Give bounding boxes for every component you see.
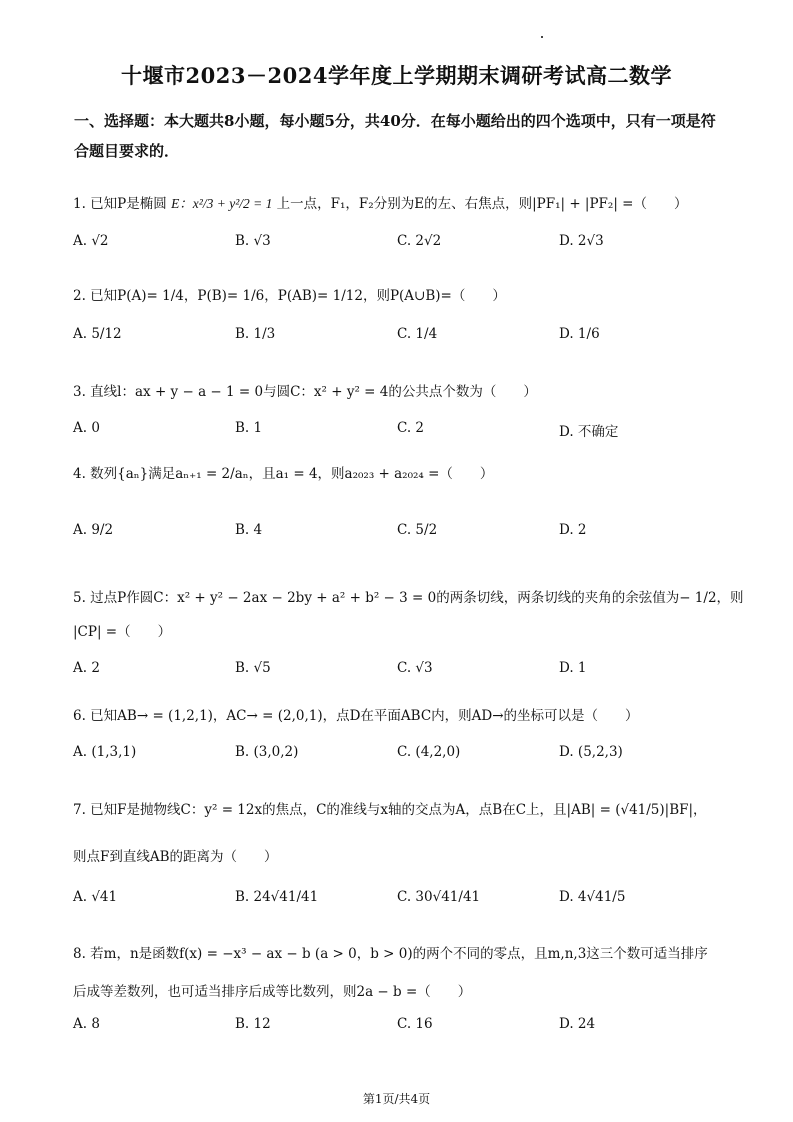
question-8-stem-line2: 后成等差数列，也可适当排序后成等比数列，则2a − b =（ ） — [73, 984, 472, 1000]
question-7-stem-line2: 则点F到直线AB的距离为（ ） — [73, 849, 278, 865]
option-a: A. 2 — [73, 660, 100, 676]
option-a: A. 0 — [73, 420, 100, 436]
option-d: D. 24 — [559, 1016, 596, 1032]
section-heading: 一、选择题：本大题共8小题，每小题5分，共40分．在每小题给出的四个选项中，只有一项是符合题目要求的． — [74, 112, 716, 160]
option-a: A. √2 — [73, 233, 109, 249]
question-4-stem: 4. 数列{aₙ}满足aₙ₊₁ = 2/aₙ，且a₁ = 4，则a₂₀₂₃ + a₂₀₂₄ =（ ） — [73, 466, 494, 482]
question-1-stem — [73, 192, 687, 212]
question-6-stem: 6. 已知AB→ = (1,2,1)，AC→ = (2,0,1)，点D在平面ABC内，则AD→的坐标可以是（ ） — [73, 708, 639, 724]
question-2-stem: 2. 已知P(A)= 1/4，P(B)= 1/6，P(AB)= 1/12，则P(A∪B)=（ ） — [73, 288, 506, 304]
option-b: B. √5 — [235, 660, 271, 676]
option-d: D. 4√41/5 — [559, 889, 626, 905]
option-a: A. 9/2 — [73, 522, 114, 538]
page-footer: 第1页/共4页 — [362, 1092, 431, 1106]
option-d: D. 2 — [559, 522, 587, 538]
option-d: D. 1/6 — [559, 326, 600, 342]
option-c: C. 1/4 — [397, 326, 438, 342]
option-b: B. 12 — [235, 1016, 271, 1032]
option-b: B. 24√41/41 — [235, 889, 319, 905]
option-b: B. 1/3 — [235, 326, 276, 342]
option-a: A. 5/12 — [73, 326, 122, 342]
option-b: B. √3 — [235, 233, 271, 249]
scan-speck — [541, 36, 543, 38]
option-c: C. 2√2 — [397, 233, 442, 249]
option-d: D. (5,2,3) — [559, 744, 623, 760]
option-b: B. 4 — [235, 522, 263, 538]
option-c: C. 5/2 — [397, 522, 438, 538]
option-b: B. 1 — [235, 420, 263, 436]
page-title: 十堰市2023－2024学年度上学期期末调研考试高二数学 — [121, 63, 672, 88]
question-3-stem: 3. 直线l：ax + y − a − 1 = 0与圆C：x² + y² = 4的公共点个数为（ ） — [73, 384, 537, 400]
question-5-stem: 5. 过点P作圆C：x² + y² − 2ax − 2by + a² + b² − 3 = 0的两条切线，两条切线的夹角的余弦值为− 1/2，则 — [73, 590, 744, 606]
option-c: C. 16 — [397, 1016, 433, 1032]
option-a: A. 8 — [73, 1016, 100, 1032]
option-d: D. 1 — [559, 660, 587, 676]
question-7-stem: 7. 已知F是抛物线C：y² = 12x的焦点，C的准线与x轴的交点为A，点B在C上，且|AB| = (√41/5)|BF|， — [73, 802, 707, 818]
option-c: C. (4,2,0) — [397, 744, 461, 760]
question-1-math: E：x²/3 + y²/2 = 1 — [171, 196, 273, 211]
option-d: D. 不确定 — [559, 424, 619, 440]
question-8-stem: 8. 若m，n是函数f(x) = −x³ − ax − b (a > 0，b > 0)的两个不同的零点，且m,n,3这三个数可适当排序 — [73, 946, 708, 962]
question-1-prefix: 1. 已知P是椭圆 — [73, 196, 167, 212]
option-a: A. (1,3,1) — [73, 744, 137, 760]
option-c: C. 2 — [397, 420, 425, 436]
question-1-suffix: 上一点，F₁，F₂分别为E的左、右焦点，则|PF₁| + |PF₂| =（ ） — [276, 196, 688, 212]
option-c: C. 30√41/41 — [397, 889, 481, 905]
question-5-stem-line2: |CP| =（ ） — [73, 624, 172, 640]
option-c: C. √3 — [397, 660, 433, 676]
option-a: A. √41 — [73, 889, 118, 905]
option-b: B. (3,0,2) — [235, 744, 299, 760]
option-d: D. 2√3 — [559, 233, 604, 249]
